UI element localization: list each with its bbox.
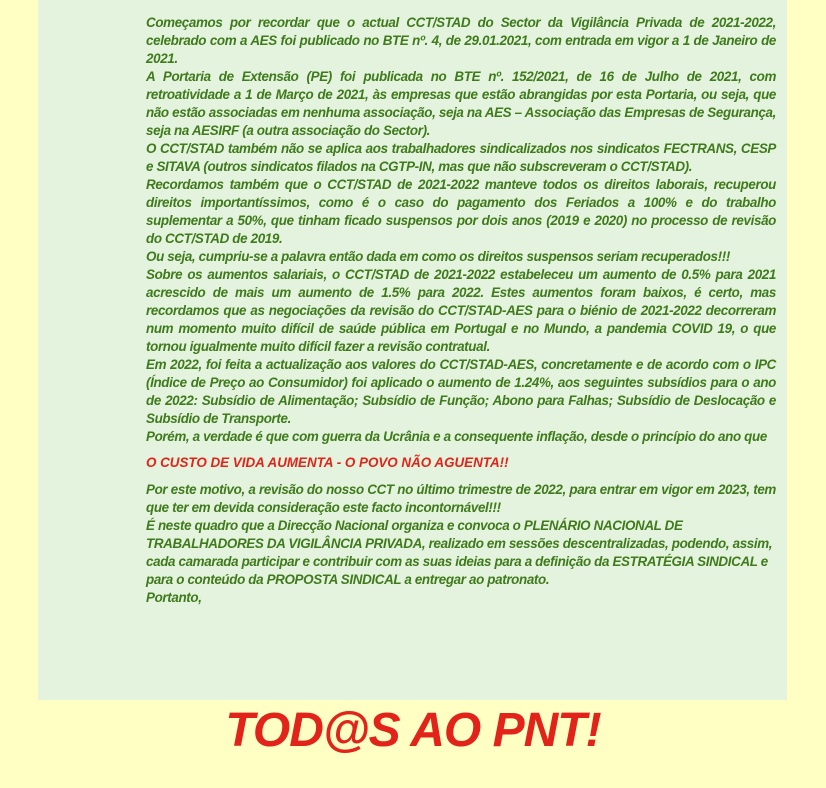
paragraph-direitos: Recordamos também que o CCT/STAD de 2021-2022 manteve todos os direitos laborais, recuperou direitos importantíssimos, como é o caso do pagamento dos Feriados a 100% e do trabalho suplementar a 50%, que tinham ficado suspensos por dois anos (2019 e 2020) no processo de revisão do CCT/STAD de 2019. [146, 177, 776, 246]
paragraph-cct-intro: Começamos por recordar que o actual CCT/STAD do Sector da Vigilância Privada de 2021-2022, celebrado com a AES foi publicado no BTE nº. 4, de 29.01.2021, com entrada em vigor a 1 de Janeiro de 2021. [146, 15, 776, 66]
paragraph-inflacao: Porém, a verdade é que com guerra da Ucrânia e a consequente inflação, desde o princípio do ano que [146, 429, 767, 444]
paragraph-portaria: A Portaria de Extensão (PE) foi publicada no BTE nº. 152/2021, de 16 de Julho de 2021, com retroatividade a 1 de Março de 2021, às empresas que estão abrangidas por esta Portaria, ou seja, que não estão associadas em nenhuma associação, seja na AES – Associação das Empresas de Segurança, seja na AESIRF (a outra associação do Sector). [146, 69, 776, 138]
paragraph-aumentos: Sobre os aumentos salariais, o CCT/STAD de 2021-2022 estabeleceu um aumento de 0.5% para 2021 acrescido de mais um aumento de 1.5% para 2022. Estes aumentos foram baixos, é certo, mas recordamos que as negociações da revisão do CCT/STAD-AES para o biénio de 2021-2022 decorreram num momento muito difícil de saúde pública em Portugal e no Mundo, a pandemia COVID 19, o que tornou igualmente muito difícil fazer a revisão contratual. [146, 267, 776, 354]
paragraph-sindicatos: O CCT/STAD também não se aplica aos trabalhadores sindicalizados nos sindicatos FECTRANS, CESP e SITAVA (outros sindicatos filados na CGTP-IN, mas que não subscreveram o CCT/STAD). [146, 141, 776, 174]
document-body [146, 14, 776, 607]
paragraph-actualizacao: Em 2022, foi feita a actualização aos valores do CCT/STAD-AES, concretamente e de acordo com o IPC (Índice de Preço ao Consumidor) foi aplicado o aumento de 1.24%, aos seguintes subsídios para o ano de 2022: Subsídio de Alimentação; Subsídio de Função; Abono para Falhas; Subsídio de Deslocação e Subsídio de Transporte. [146, 357, 776, 426]
paragraph-revisao: Por este motivo, a revisão do nosso CCT no último trimestre de 2022, para entrar em vigor em 2023, tem que ter em devida consideração este facto incontornável!!! [146, 482, 776, 515]
cost-of-living-banner: O CUSTO DE VIDA AUMENTA - O POVO NÃO AGUENTA!! [146, 455, 509, 470]
paragraph-palavra: Ou seja, cumpriu-se a palavra então dada em como os direitos suspensos seriam recuperados!!! [146, 249, 730, 264]
paragraph-plenario: É neste quadro que a Direcção Nacional organiza e convoca o PLENÁRIO NACIONAL DE TRABALHADORES DA VIGILÂNCIA PRIVADA, realizado em sessões descentralizadas, podendo, assim, cada camarada participar e contribuir com as suas ideias para a definição da ESTRATÉGIA SINDICAL e para o conteúdo da PROPOSTA SINDICAL a entregar ao patronato. [146, 518, 773, 587]
headline-pnt: TOD@S AO PNT! [225, 704, 601, 757]
paragraph-portanto: Portanto, [146, 590, 202, 605]
